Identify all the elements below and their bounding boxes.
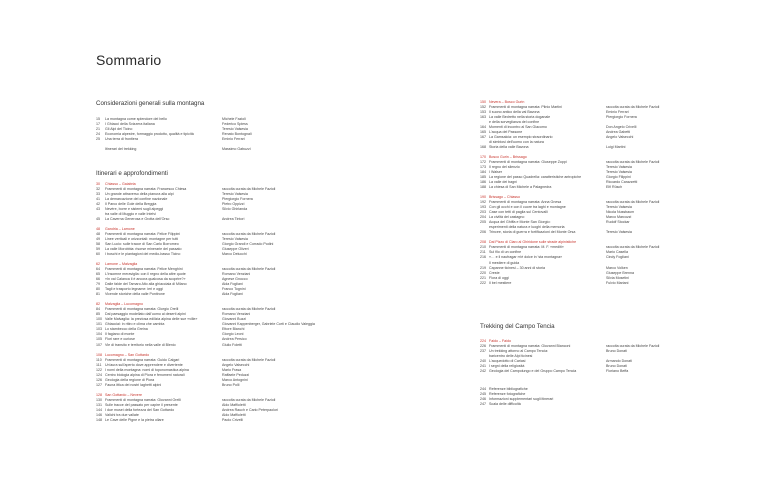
entry-author: Teresio Valsesia [606, 165, 632, 170]
page-number: 17 [96, 122, 100, 127]
entry-title: Lo stambecco della Greina [105, 327, 148, 332]
entry-author: Massimo Gabuzzi [222, 147, 251, 152]
entry-title: I segni della religiosità [489, 364, 525, 369]
entry-author: Teresio Valsesia [222, 127, 248, 132]
entry-author: Silvio Ghirlanda [222, 207, 248, 212]
entry-title: Trincee, storia di guerra e fortificazioni del Monte Orsa [489, 230, 576, 235]
entry-title: Valle Malvaglia: la preziosa edilizia alpina delle sue «ville» [105, 317, 198, 322]
page-number: 32 [96, 187, 100, 192]
entry-title: Gandria – Lamone [105, 227, 135, 232]
page-number: 206 [480, 230, 486, 235]
page-number: 163 [480, 115, 486, 120]
entry-title: I Ghiacci della Svizzera italiana [105, 122, 155, 127]
entry-author: Teresio Valsesia [606, 230, 632, 235]
entry-title: Il regno del silenzio [489, 165, 520, 170]
page-number: 193 [480, 205, 486, 210]
toc-entry[interactable] [96, 383, 326, 388]
entry-title: Geologia della regione di Piora [105, 377, 155, 382]
page-number: 172 [480, 160, 486, 165]
entry-title: I due musei della fortezza del San Gottardo [105, 407, 175, 412]
page-number: 244 [480, 387, 486, 391]
entry-title: La civiltà del castagno [489, 215, 525, 220]
entry-author: Eminio Ferrari [606, 110, 629, 115]
entry-author: raccolta curata da Michele Fazioli [606, 245, 660, 250]
page-number: 33 [96, 192, 100, 197]
page-number: 24 [96, 132, 100, 137]
entry-title: Tagli e trasporto legname: ieri e oggi [105, 287, 163, 292]
entry-title: Capanne ticinesi – 30 anni di storia [489, 265, 545, 270]
toc-entry[interactable] [96, 292, 326, 297]
section-title-itineraries: Itinerari e approfondimenti [96, 170, 168, 177]
page-number: 58 [96, 242, 100, 247]
entry-title: Frammenti di montagna narrata: Giovanni Bianconi [489, 344, 571, 349]
page-number: 64 [96, 267, 100, 272]
entry-author: Michele Fazioli [222, 117, 246, 121]
entry-title: Referenze bibliografiche [489, 387, 528, 391]
entry-author: Aida Fogliani [222, 282, 243, 287]
entry-title: Momenti di incontro al San Giacomo [489, 125, 547, 130]
entry-author: raccolta curata da Michele Fazioli [606, 200, 660, 205]
entry-author: Armando Donati [606, 359, 632, 364]
entry-title: Lucomagno – San Gottardo [105, 352, 150, 357]
entry-author: raccolta curata da Michele Fazioli [222, 267, 276, 272]
entry-title: Frammenti di montagna narrata: Anna Gnesa [489, 200, 562, 205]
page-number: 15 [96, 117, 100, 121]
page-number: 84 [96, 307, 100, 312]
page-number: 190 [480, 195, 486, 200]
toc-trekking [480, 339, 710, 374]
entry-author: Raffaele Peduzzi [222, 372, 250, 377]
page-number: 59 [96, 247, 100, 252]
entry-author: Federico Spiess [222, 122, 248, 127]
entry-author: Aldo Maffioletti [222, 412, 246, 417]
page-number: 62 [96, 262, 100, 267]
page-number: 203 [480, 210, 486, 215]
entry-author: Fulvio Mariani [606, 280, 629, 285]
entry-author: Eminio Ferrari [222, 137, 245, 142]
page-number: 82 [96, 302, 100, 307]
entry-title: Economia alpestre, formaggio prodotto, qualità e tipicità [105, 132, 194, 137]
entry-title: Geologia del Campolungo e del Gruppo Campo Tencia [489, 369, 577, 374]
entry-title: Creste [489, 270, 500, 275]
entry-title: La valle Bedretto nella storia doganale [489, 115, 551, 120]
entry-title: Dal paesaggio modellato dall'uomo ai deserti alpini [105, 312, 186, 317]
page-number: 130 [96, 397, 102, 402]
page-number: 226 [480, 344, 486, 349]
toc-appendix [480, 387, 710, 407]
page-number: 128 [96, 392, 102, 397]
toc-entry[interactable] [480, 281, 710, 286]
page-number: 224 [480, 339, 486, 343]
page-number: 148 [96, 417, 102, 422]
page-number: 153 [480, 110, 486, 115]
page-number: 85 [96, 312, 100, 317]
entry-title: I boschi e le piantagioni del medio-basso Ticino [105, 252, 181, 257]
entry-title: Un trekking attorno al Campo Tencia: [489, 349, 549, 354]
entry-title: Frammenti di montagna narrata: Felice Menghini [105, 267, 183, 272]
entry-title: La valle Morobbia: risorse minerarie del passato [105, 247, 182, 252]
page-number: 192 [480, 200, 486, 205]
entry-author: Bruno Polli [222, 382, 240, 387]
entry-author: Teresio Valsesia [222, 192, 248, 197]
entry-title: La Gamsalcia: un esempio straordinario [489, 135, 553, 140]
page-number: 210 [480, 245, 486, 250]
entry-title: Il suono antico della val Bavona [489, 110, 540, 115]
page-number: 48 [96, 227, 100, 232]
entry-title: Frammenti di montagna narrata: Giuseppe Zoppi [489, 160, 567, 165]
entry-author: Andrea Rauch e Cario Peterpaolori [222, 407, 278, 412]
page-number: 65 [96, 272, 100, 277]
entry-title: La regione del passo Quadrella: caratteristiche antropiche [489, 175, 582, 180]
entry-author: Andrea Persico [222, 337, 247, 342]
page-number: 108 [96, 352, 102, 357]
entry-author: Luigi Martini [606, 145, 626, 150]
entry-author: Giulio Foletti [222, 342, 242, 347]
entry-author: Angelo Valsecchi [222, 362, 250, 367]
entry-title: Frammenti di montagna narrata: M. F. «mediti» [489, 245, 564, 250]
entry-author: Giovanni Kappenberger, Gabriele Corti e Claudio Valeggia [222, 322, 315, 327]
page-number: 184 [480, 170, 486, 175]
page-number: 216 [480, 255, 486, 260]
page-number: 104 [96, 332, 102, 337]
page-number: 131 [96, 402, 102, 407]
page-number: 60 [96, 252, 100, 257]
entry-author: Aida Fogliani [222, 292, 243, 297]
toc-entry[interactable] [96, 217, 326, 222]
entry-title: Referenze fotografiche [489, 392, 526, 397]
entry-author: Aldo Maffioletti [222, 402, 246, 407]
entry-author: Franco Tognini [222, 287, 246, 292]
entry-title: Frammenti di montagna narrata: Plinio Martini [489, 105, 562, 110]
page-number: 167 [480, 135, 486, 140]
entry-title: Flora di oggi [489, 275, 509, 280]
page-number: 220 [480, 270, 486, 275]
entry-author: Teresio Valsesia [606, 205, 632, 210]
entry-author: Angelo Valsecchi [606, 135, 634, 140]
entry-title: Linee verticali e orizzontali: montagne per tutti [105, 237, 179, 242]
toc-entry[interactable] [96, 343, 326, 348]
entry-author: Andrea Tintori [222, 217, 245, 222]
entry-title: Acqua del Ghiffa e Monte San Giorgio: [489, 220, 551, 225]
toc-entry[interactable] [480, 230, 710, 235]
entry-title: «In val Calanca il è ancora qualcosa da scoprire?» [105, 277, 186, 282]
entry-title: Nevère, borre e sistemi sugli alpeggi [105, 207, 164, 212]
entry-author: Giovanni Buzzi [222, 317, 246, 322]
entry-author: raccolta curata da Michele Fazioli [222, 307, 276, 312]
entry-title: Chiasso – Gaiabria [105, 182, 136, 186]
entry-title: Valichi tra due vallate [105, 412, 139, 417]
toc-entry[interactable] [480, 185, 710, 190]
page-number: 165 [480, 130, 486, 135]
entry-title: Il mestiere di guida [489, 260, 520, 265]
page-number: 43 [96, 207, 100, 212]
entry-author: raccolta curata da Michele Fazioli [222, 397, 276, 402]
entry-author: Paolo Crivelli [222, 417, 243, 422]
entry-author: Teresio Valsesia [606, 170, 632, 175]
entry-title: Brissago – Chiasso [489, 195, 520, 200]
toc-entry[interactable] [480, 402, 710, 407]
page-number: 146 [96, 412, 102, 417]
page-number: 170 [480, 155, 486, 160]
toc-entry[interactable] [480, 369, 710, 374]
entry-author: Cindy Fogliani [606, 255, 629, 260]
toc-entry[interactable] [480, 145, 710, 150]
toc-right-itineraries [480, 100, 710, 286]
entry-title: Una terra di frontiera [105, 137, 138, 142]
page-number: 107 [96, 342, 102, 347]
entry-title: Il bel mestiere [489, 280, 512, 285]
page-number: 245 [480, 392, 486, 397]
page-number: 122 [96, 367, 102, 372]
entry-author: Marco Delucchi [222, 252, 247, 257]
page-number: 241 [480, 364, 486, 369]
page-number: 186 [480, 180, 486, 185]
page-number: 25 [96, 137, 100, 142]
page-number: 127 [96, 382, 102, 387]
entry-author: Don Angelo Crivelli [606, 125, 637, 130]
page-number: 237 [480, 349, 486, 354]
entry-title: Un'aura sull'aperto dove apprendere e divertente [105, 362, 183, 367]
entry-title: Case con tetti di paglia sul Centovalli [489, 210, 548, 215]
entry-title: Frammenti di montagna narrata: Giorgio Orelli [105, 307, 179, 312]
entry-author: Mario Frasa [222, 367, 242, 372]
entry-title: La valle dei bagni [489, 180, 517, 185]
entry-author: Nicola Nussbaum [606, 210, 635, 215]
entry-author: Pietro Oppizzi [222, 202, 245, 207]
page-number: 152 [480, 105, 486, 110]
entry-author: Marco Antognini [222, 377, 248, 382]
toc-general [96, 117, 326, 152]
entry-author: Renato Bontognali [222, 132, 252, 137]
page-number: 185 [480, 175, 486, 180]
entry-title: tra valle di Muggio e valle Intelvi [105, 212, 156, 217]
entry-author: Giorgio Grandi e Corrado Podini [222, 242, 274, 247]
entry-title: L'acquedotto di Cariasi [489, 359, 526, 364]
page-number: 164 [480, 125, 486, 130]
entry-author: raccolta curata da Michele Fazioli [222, 232, 276, 237]
entry-title: di simbiosi dell'uomo con la natura [489, 140, 544, 145]
page-number: 21 [96, 127, 100, 132]
entry-author: Bruno Donati [606, 349, 627, 354]
page-number: 100 [96, 317, 102, 322]
entry-author: Ettore Bianchi [222, 327, 245, 332]
page-number: 80 [96, 287, 100, 292]
toc-entry[interactable] [96, 418, 326, 423]
entry-title: L'acqua del Passone [489, 130, 523, 135]
entry-author: Marco Volken [606, 265, 628, 270]
page-number: 168 [480, 145, 486, 150]
page-number: 66 [96, 277, 100, 282]
entry-title: Nevera – Bosco Gurin [489, 100, 525, 104]
page-number: 242 [480, 369, 486, 374]
entry-title: Frammenti di montagna narrata: Felice Filippini [105, 232, 181, 237]
entry-title: Frammenti di montagna narrata: Guido Calgari [105, 357, 180, 362]
entry-title: Frammenti di montagna narrata: Giovanni Orelli [105, 397, 181, 402]
entry-author: raccolta curata da Michele Fazioli [222, 187, 276, 192]
entry-title: Dalle falde del Tamaro Alto alla ghiacciaia di Milano [105, 282, 187, 287]
page-number: 111 [96, 362, 102, 367]
entry-author: Silvia Mosetini [606, 275, 629, 280]
entry-title: Il Parco delle Gole della Breggia [105, 202, 157, 207]
entry-title: Faido – Faido [489, 339, 511, 343]
entry-author: raccolta curata da Michele Fazioli [606, 105, 660, 110]
toc-entry[interactable] [96, 137, 326, 142]
page-number: 150 [480, 100, 486, 104]
entry-author: Andrea Gabetti [606, 130, 631, 135]
entry-title: Un grande attraverso della pianura alla alpi [105, 192, 174, 197]
section-title-trekking: Trekking del Campo Tencia [480, 323, 555, 330]
entry-title: Bosco Gurin – Brissago [489, 155, 527, 160]
page-number: 173 [480, 165, 486, 170]
entry-title: Frammenti di montagna narrata: Francesco Chiesa [105, 187, 187, 192]
toc-entry[interactable] [96, 252, 326, 257]
entry-author: Giuseppe Oliveri [222, 247, 249, 252]
entry-title: Ghiacciai: in ritiro e clima che cambia [105, 322, 165, 327]
page-number: 188 [480, 185, 486, 190]
entry-author: Romano Venziani [222, 312, 251, 317]
entry-title: La montagna come splendore del bello [105, 117, 167, 121]
entry-title: Centro biologia alpina di Piora e fenomeni naturali [105, 372, 185, 377]
entry-title: Scala delle difficoltà [489, 402, 521, 407]
entry-title: San Lucio: sulle tracce di San Carlo Borromeo [105, 242, 179, 247]
entry-author: Bruno Donati [606, 364, 627, 369]
page-number: 48 [96, 232, 100, 237]
entry-title: Itinerari del trekking [105, 147, 137, 152]
page-number: 101 [96, 322, 102, 327]
entry-author: Piergiorgio Fornera [606, 115, 637, 120]
entry-title: La demarcazione del confine nazionale [105, 197, 168, 202]
page-number: 211 [480, 250, 486, 255]
page-number: 240 [480, 359, 486, 364]
entry-title: Informazioni supplementari sugli itinerari [489, 397, 554, 402]
entry-title: Vicende storiche della valle Pontirone [105, 292, 165, 297]
page-number: 124 [96, 372, 102, 377]
entry-title: esperimenti della natura e luoghi della memoria [489, 225, 565, 230]
page-number: 208 [480, 240, 486, 245]
entry-title: Storia della valle Bavona [489, 145, 529, 150]
page-number: 79 [96, 282, 100, 287]
page-number: 222 [480, 280, 486, 285]
page-number: 42 [96, 202, 100, 207]
entry-title: Malvaglia – Lucomagno [105, 302, 143, 307]
page-number: 103 [96, 327, 102, 332]
entry-title: Dal Pizzo di Claro al Ghiridone sulle strade alpinistiche [489, 240, 577, 245]
page-number: 247 [480, 402, 486, 407]
entry-author: raccolta curata da Michele Fazioli [222, 357, 276, 362]
entry-title: Il fagiano di monte [105, 332, 135, 337]
page-number: 204 [480, 215, 486, 220]
entry-author: raccolta curata da Michele Fazioli [606, 160, 660, 165]
page-number: 105 [96, 337, 102, 342]
page-title: Sommario [96, 52, 162, 68]
entry-title: «… e il naufragar m'è dolce in 'sta montagna» [489, 255, 563, 260]
entry-author: Elfi Rüsch [606, 185, 623, 190]
entry-author: Floriano Beffa [606, 369, 629, 374]
entry-title: La chiesa di San Michele a Palagnedra [489, 185, 552, 190]
entry-author: Giorgio Leoni [222, 332, 244, 337]
entry-author: Piergiorgio Fornera [222, 197, 253, 202]
entry-author: Marco Marcozzi [606, 215, 632, 220]
entry-title: Vie di transito e territorio nella valle di Blenio [105, 342, 176, 347]
entry-title: I Walser [489, 170, 503, 175]
page-number: 49 [96, 237, 100, 242]
page-number: 246 [480, 397, 486, 402]
entry-author: Riccardo Carazzetti [606, 180, 638, 185]
entry-author: Romano Venziani [222, 272, 251, 277]
entry-title: Fauna ittica dei nostri laghetti alpini [105, 382, 162, 387]
entry-title: Le Cave delle Pigne e la pietra ollare [105, 417, 164, 422]
entry-title: Sulle tracce del passato per capire il presente [105, 402, 178, 407]
entry-title: e della sorveglianza del confine [489, 120, 540, 125]
entry-author: Giuseppe Brenna [606, 270, 634, 275]
entry-title: La Caverna Generosa e Grotta dell'Orso [105, 217, 170, 222]
toc-entry[interactable] [96, 147, 326, 152]
page-number: 110 [96, 357, 102, 362]
entry-author: Giorgio Filippini [606, 175, 631, 180]
entry-author: Mario Casella [606, 250, 628, 255]
entry-author: Teresio Valsesia [222, 237, 248, 242]
page-number: 219 [480, 265, 486, 270]
entry-title: Sul filo di un confine [489, 250, 522, 255]
page-number: 81 [96, 292, 100, 297]
entry-title: San Gottardo – Nevere [105, 392, 142, 397]
entry-author: raccolta curata da Michele Fazioli [606, 344, 660, 349]
entry-title: Lamone – Malvaglia [105, 262, 138, 267]
entry-author: Rudolf Stockar [606, 220, 630, 225]
page-number: 126 [96, 377, 102, 382]
page-number: 205 [480, 220, 486, 225]
entry-title: Gli Alpi del Ticino [105, 127, 133, 132]
page-number: 221 [480, 275, 486, 280]
entry-title: L'insomne meraviglia: con il regno della altre quote [105, 272, 186, 277]
page-number: 144 [96, 407, 102, 412]
toc-itineraries [96, 182, 326, 423]
page-number: 41 [96, 197, 100, 202]
page-number: 30 [96, 182, 100, 186]
entry-author: Agnese Gnocco [222, 277, 248, 282]
section-title-general: Considerazioni generali sulla montagna [96, 100, 205, 107]
entry-title: Flori rare e curiose [105, 337, 135, 342]
entry-title: baricentro delle Alpi ticinesi [489, 354, 533, 359]
entry-title: Con gli occhi e con il cuore tra laghi e montagne [489, 205, 566, 210]
page-number: 45 [96, 217, 100, 222]
entry-title: I nomi della montagna: nomi di toponomastica alpina [105, 367, 189, 372]
